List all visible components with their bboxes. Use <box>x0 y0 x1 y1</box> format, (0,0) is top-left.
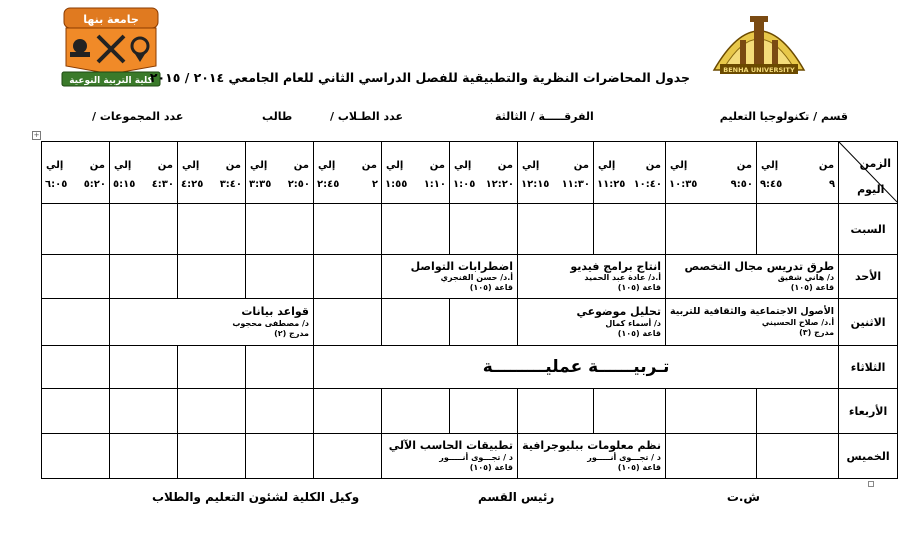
level-label: الفرقـــــة / الثالثة <box>495 110 594 123</box>
department-label: قسم / تكنولوجيا التعليم <box>719 110 848 123</box>
vice-dean-signature: وكيل الكلية لشئون التعليم والطلاب <box>152 490 360 504</box>
students-count-label: عدد الطـلاب / <box>330 110 403 123</box>
schedule-table <box>41 141 898 479</box>
table-move-handle-icon[interactable]: + <box>33 131 40 139</box>
course-cell: انتاج برامج فيديو أ.د/ عادة عبد الحميد قاعة (١٠٥) <box>518 255 666 299</box>
department-head-signature: رئيس القسم <box>478 490 555 504</box>
day-label: السبت <box>839 204 898 255</box>
course-cell: تحليل موضوعي د/ أسماء كمال قاعة (١٠٥) <box>518 299 666 346</box>
course-cell: الأصول الاجتماعية والثقافية للتربية أ.د/ صلاح الحسيني مدرج (٣) <box>666 299 839 346</box>
day-header-label: اليوم <box>857 183 885 196</box>
svg-text:كلية التربية النوعية: كلية التربية النوعية <box>69 76 153 86</box>
day-label: الأربعاء <box>839 389 898 434</box>
university-logo <box>710 6 808 78</box>
time-slot-8: من إلي ٢:٥٠ ٣:٣٥ <box>246 142 314 204</box>
time-header-label: الزمن <box>859 157 892 170</box>
time-slot-6: من إلي ١:١٠ ١:٥٥ <box>382 142 450 204</box>
course-cell: تطبيقات الحاسب الآلي د / تجـــوى أنـــــور قاعة (١٠٥) <box>382 434 518 479</box>
student-label: طالب <box>262 110 293 123</box>
time-slot-4: من إلي ١١:٣٠ ١٢:١٥ <box>518 142 594 204</box>
day-row-monday <box>42 299 898 346</box>
groups-count-label: عدد المجموعات / <box>92 110 184 123</box>
day-row-wednesday <box>42 389 898 434</box>
time-slot-11: من إلي ٥:٢٠ ٦:٠٥ <box>42 142 110 204</box>
page-title: جدول المحاضرات النظرية والتطبيقية للفصل الدراسي الثاني للعام الجامعي ٢٠١٤ / ٢٠١٥ <box>149 70 690 85</box>
practical-training-cell: تـربيــــــة عمليـــــــــة <box>314 346 839 389</box>
day-label: الاثنين <box>839 299 898 346</box>
student-affairs-signature: ش.ت <box>726 490 760 504</box>
course-cell: طرق تدريس مجال التخصص د/ هاني شفيق قاعة (١٠٥) <box>666 255 839 299</box>
svg-text:جامعة بنها: جامعة بنها <box>83 13 139 26</box>
time-slot-5: من إلي ١٢:٢٠ ١:٠٥ <box>450 142 518 204</box>
day-row-thursday <box>42 434 898 479</box>
faculty-logo <box>58 6 164 88</box>
time-slot-9: من إلي ٣:٤٠ ٤:٢٥ <box>178 142 246 204</box>
day-label: الأحد <box>839 255 898 299</box>
day-label: الخميس <box>839 434 898 479</box>
day-row-sunday <box>42 255 898 299</box>
time-slot-1: من إلي ٩ ٩:٤٥ <box>756 142 838 204</box>
time-slot-2: من إلي ٩:٥٠ ١٠:٣٥ <box>666 142 757 204</box>
course-cell: قواعد بيانات د/ مصطفى محجوب مدرج (٢) <box>110 299 314 346</box>
time-day-corner-cell <box>839 142 898 204</box>
day-row-tuesday <box>42 346 898 389</box>
day-label: الثلاثاء <box>839 346 898 389</box>
day-row-saturday <box>42 204 898 255</box>
time-slot-7: من إلي ٢ ٢:٤٥ <box>314 142 382 204</box>
course-cell: اضطرابات التواصل أ.د/ حسن الفنجري قاعة (١٠٥) <box>382 255 518 299</box>
time-header-row <box>42 142 898 204</box>
course-cell: نظم معلومات ببليوجرافية د / تجـــوى أنـــــور قاعة (١٠٥) <box>518 434 666 479</box>
table-resize-handle-icon[interactable] <box>868 481 874 487</box>
time-slot-10: من إلي ٤:٣٠ ٥:١٥ <box>110 142 178 204</box>
svg-text:BENHA UNIVERSITY: BENHA UNIVERSITY <box>723 66 795 74</box>
time-slot-3: من إلي ١٠:٤٠ ١١:٢٥ <box>594 142 666 204</box>
